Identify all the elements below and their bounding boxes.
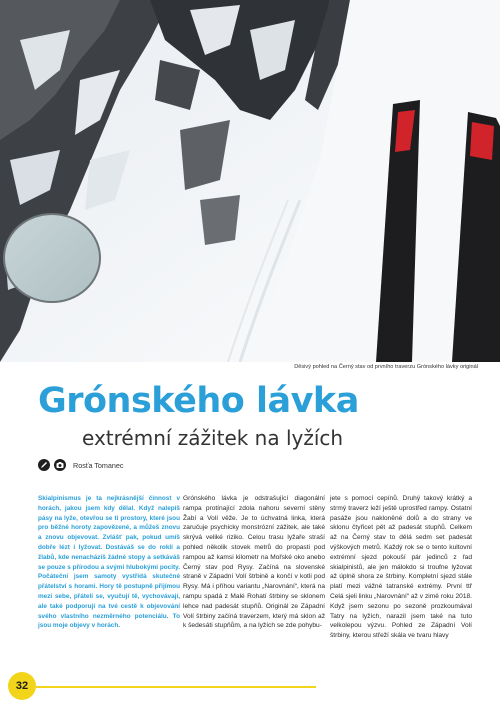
body-column-2 [183,494,325,631]
body-text-2: Grónského lávka je odstrašující diagonální rampa protínající zdola nahoru severní stěny Žabí a Volí věže. Je to úchvatná linka, která zaručuje psychicky monstrózní zážitek, ale také skrývá veliké riziko. Celou trasu lyžaře straší pohled několik stovek metrů do propasti pod rampou až kamsi kilometr na Mořské oko anebo Černý stav pod Rysy. Začíná na slovenské straně v Západní Volí štrbině a končí v kotli pod Rysy. Má i příhou variantu „Narovnání“, která na rampu spadá z Malé Rohatí štrbiny se sklonem lehce nad padesát stupňů. Originál ze Západní Volí štrbiny začíná traverzem, který má sklon až k šedesáti stupňům, a na lyžích se zde pohybu- [183,495,325,630]
body-column-3 [330,494,472,641]
camera-icon [54,459,66,471]
author-name: Rosťa Tomanec [73,460,124,470]
article-subtitle: extrémní zážitek na lyžích [82,426,344,450]
footer-rule [36,686,316,688]
intro-text: Skialpinismus je ta nejkrásnější činnost v horách, jakou jsem kdy dělal. Když nalepíš pásy na lyže, otevřou se ti prostory, které jsou pro běžné horoty zapovězené, a můžeš znovu a znovu objevovat. Zvlášť pak, pokud umíš dobře lézt i lyžovat. Dostáváš se do roklí a žlabů, kde nenacházíš žádné stopy a setkáváš se pouze s přírodou a svými hlubokými pocity. Počáteční jsem samoty vystřídá skutečné přátelství s horami. Hory tě postupně přijímou mezi sebe, přátelí se, vyučují tě, vychovávají, ale také podporují na tvé cestě k objevování svého vlastního nezměrného potenciálu. To jsou moje objevy v horách. [38,495,180,630]
page-number: 32 [15,680,29,692]
intro-column [38,494,180,631]
pen-icon [38,459,50,471]
article-title: Grónského lávka [38,381,359,421]
photo-caption: Děsivý pohled na Černý stav od prvního traverzu Grónského lávky originál [294,364,478,370]
body-text-3: jete s pomocí cepínů. Druhý takový krátký a strmý traverz leží ještě uprostřed rampy. Ostatní pasáže jsou nakloněné dolů a do strany ve sklonu čtyřicet pět až padesát stupňů. Celkem až na Černý stav to dělá sedm set padesát výškových metrů. Každý rok se o tento kultovní extrémní sjezd pokouší pár jedinců z řad skialpinistů, ale jen málokdo si troufne lyžovat až úplně shora ze štrbiny. Kompletní sjezd stále platí mezi vážné tatranské extrémy. První ttř Celá sjeli linku „Narovnání“ až v zimě roku 2018. Když jsem sezonu po sezoně prozkoumával Tatry na lyžích, narazil jsem také na tuto velkolepou výzvu. Pohled ze Západní Volí štrbiny, kterou střeží skála ve tvaru hlavy [330,495,472,640]
page-number-badge [8,672,36,700]
byline [38,458,124,472]
